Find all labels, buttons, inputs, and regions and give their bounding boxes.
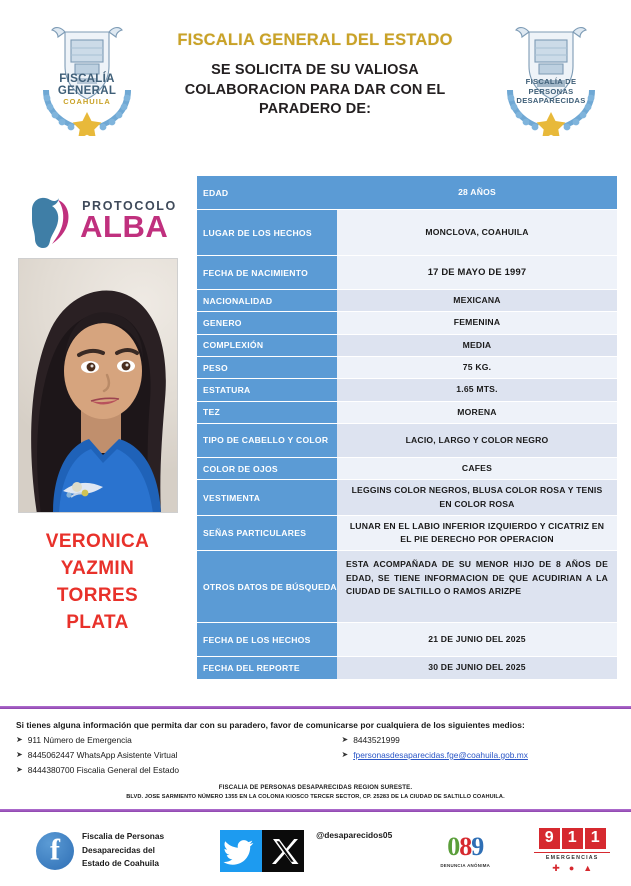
alba-wordmark bbox=[80, 200, 177, 242]
row-label: SEÑAS PARTICULARES bbox=[197, 516, 337, 552]
row-label: LUGAR DE LOS HECHOS bbox=[197, 210, 337, 256]
twitter-icon[interactable] bbox=[220, 830, 262, 872]
contact-section bbox=[0, 714, 631, 779]
row-label: TEZ bbox=[197, 402, 337, 424]
social-media-bar bbox=[0, 815, 631, 886]
row-value: CAFES bbox=[337, 458, 617, 480]
bullet-arrow-icon: ➤ bbox=[341, 749, 349, 759]
table-row bbox=[197, 516, 617, 552]
police-badge-icon: ● bbox=[568, 862, 575, 873]
person-name-line-3: TORRES bbox=[56, 584, 139, 606]
table-row bbox=[197, 290, 617, 312]
contact-column-left bbox=[12, 735, 316, 779]
row-label: VESTIMENTA bbox=[197, 480, 337, 516]
twitter-x-block[interactable] bbox=[220, 830, 392, 872]
table-row bbox=[197, 480, 617, 516]
digit-8: 8 bbox=[459, 831, 472, 861]
row-label: FECHA DE LOS HECHOS bbox=[197, 623, 337, 657]
contact-column-right bbox=[316, 735, 620, 779]
bullet-arrow-icon: ➤ bbox=[16, 735, 23, 744]
digit-9: 9 bbox=[539, 828, 560, 849]
person-details-table bbox=[197, 176, 617, 680]
facebook-line-3: Estado de Coahuila bbox=[82, 858, 159, 869]
crest-star-icon bbox=[73, 112, 102, 136]
office-address-block bbox=[0, 784, 631, 800]
table-row bbox=[197, 176, 617, 210]
row-value: MEXICANA bbox=[337, 290, 617, 312]
row-label: FECHA DE NACIMIENTO bbox=[197, 256, 337, 290]
row-label: COMPLEXIÓN bbox=[197, 335, 337, 357]
crest-left-line1: FISCALÍA bbox=[59, 73, 115, 85]
poster-header bbox=[0, 0, 631, 172]
protocolo-alba-logo bbox=[0, 190, 195, 252]
facebook-page-name bbox=[82, 830, 164, 871]
row-value: LUNAR EN EL LABIO INFERIOR IZQUIERDO Y CICATRIZ EN EL PIE DERECHO POR OPERACION bbox=[337, 516, 617, 552]
agency-title: FISCALIA GENERAL DEL ESTADO bbox=[177, 31, 453, 49]
alba-protocolo-text: PROTOCOLO bbox=[82, 199, 177, 214]
table-row bbox=[197, 379, 617, 401]
table-row bbox=[197, 256, 617, 290]
appeal-headline: SE SOLICITA DE SU VALIOSA COLABORACION PARA DAR CON EL PARADERO DE: bbox=[184, 62, 446, 118]
crest-star-icon bbox=[537, 112, 566, 136]
facebook-line-2: Desaparecidas del bbox=[82, 844, 155, 855]
crest-right-line2: PERSONAS bbox=[528, 86, 574, 96]
contact-text: 8443521999 bbox=[353, 735, 400, 745]
person-name-line-1: VERONICA bbox=[45, 531, 150, 552]
denuncia-089-logo bbox=[436, 831, 494, 868]
row-value: LEGGINS COLOR NEGROS, BLUSA COLOR ROSA Y TENIS EN COLOR ROSA bbox=[337, 480, 617, 516]
row-value: MEDIA bbox=[337, 335, 617, 357]
medical-cross-icon: ✚ bbox=[552, 862, 560, 873]
table-row bbox=[197, 210, 617, 256]
missing-person-photo bbox=[18, 258, 178, 513]
digit-9: 9 bbox=[471, 831, 484, 861]
crest-left-line3: COAHUILA bbox=[63, 97, 111, 106]
row-value: FEMENINA bbox=[337, 312, 617, 334]
row-value: 1.65 MTS. bbox=[337, 379, 617, 401]
089-digits bbox=[436, 831, 494, 861]
table-row bbox=[197, 312, 617, 334]
row-label: GENERO bbox=[197, 312, 337, 334]
row-value: 75 KG. bbox=[337, 357, 617, 379]
table-row bbox=[197, 551, 617, 623]
digit-1a: 1 bbox=[562, 828, 583, 849]
contact-email-item[interactable] bbox=[342, 750, 620, 761]
row-value: ESTA ACOMPAÑADA DE SU MENOR HIJO DE 8 AÑOS DE EDAD, SE TIENE INFORMACION DE QUE ACUDIRIAN A LA CIUDAD DE SALTILLO O RAMOS ARIZPE bbox=[337, 551, 617, 623]
row-label: FECHA DEL REPORTE bbox=[197, 657, 337, 679]
row-label: OTROS DATOS DE BÚSQUEDA bbox=[197, 551, 337, 623]
alba-name-text: ALBA bbox=[80, 208, 169, 244]
contact-item bbox=[342, 735, 620, 746]
crest-right-line1: FISCALÍA DE bbox=[525, 77, 577, 86]
emergencias-label: EMERGENCIAS bbox=[534, 852, 610, 861]
header-titles bbox=[150, 30, 480, 120]
row-label: COLOR DE OJOS bbox=[197, 458, 337, 480]
table-row bbox=[197, 623, 617, 657]
row-label: EDAD bbox=[197, 176, 337, 210]
contact-text: 8445062447 WhatsApp Asistente Virtual bbox=[27, 749, 178, 760]
row-value: MONCLOVA, COAHUILA bbox=[337, 210, 617, 256]
bullet-arrow-icon: ➤ bbox=[16, 749, 23, 759]
row-value: 21 DE JUNIO DEL 2025 bbox=[337, 623, 617, 657]
left-column bbox=[0, 190, 195, 637]
contact-text: 8444380700 Fiscalia General del Estado bbox=[27, 764, 180, 775]
row-value: MORENA bbox=[337, 402, 617, 424]
facebook-block[interactable] bbox=[36, 830, 164, 871]
row-value: 17 DE MAYO DE 1997 bbox=[337, 256, 617, 290]
x-icon[interactable] bbox=[262, 830, 304, 872]
crest-right-line3: DESAPARECIDAS bbox=[516, 96, 586, 106]
row-label: NACIONALIDAD bbox=[197, 290, 337, 312]
table-row bbox=[197, 402, 617, 424]
row-value: 28 AÑOS bbox=[337, 176, 617, 210]
table-row bbox=[197, 335, 617, 357]
fiscalia-personas-desaparecidas-crest bbox=[492, 18, 610, 136]
row-label: ESTATURA bbox=[197, 379, 337, 401]
row-label: PESO bbox=[197, 357, 337, 379]
contact-lead-text: Si tienes alguna información que permita dar con su paradero, favor de comunicarse por cualquiera de los siguientes medios: bbox=[16, 720, 525, 730]
fiscalia-general-crest bbox=[28, 18, 146, 136]
contact-item bbox=[16, 735, 316, 746]
person-name-line-4: PLATA bbox=[66, 611, 129, 633]
table-row bbox=[197, 424, 617, 458]
contact-email-link[interactable]: fpersonasdesaparecidas.fge@coahuila.gob.mx bbox=[353, 749, 528, 760]
alba-face-icon bbox=[24, 194, 76, 248]
facebook-line-1: Fiscalia de Personas bbox=[82, 830, 165, 841]
table-row bbox=[197, 357, 617, 379]
row-value: LACIO, LARGO Y COLOR NEGRO bbox=[337, 424, 617, 458]
facebook-icon[interactable] bbox=[36, 832, 74, 870]
contact-item bbox=[16, 750, 316, 761]
fire-icon: ▲ bbox=[583, 862, 593, 873]
emergency-service-icons bbox=[534, 863, 610, 874]
divider-top bbox=[0, 706, 631, 709]
bullet-arrow-icon: ➤ bbox=[16, 764, 23, 774]
person-name-line-2: YAZMIN bbox=[60, 557, 135, 579]
crest-left-line2: GENERAL bbox=[57, 84, 117, 97]
contact-text: 911 Número de Emergencia bbox=[27, 735, 132, 745]
contact-item bbox=[16, 765, 316, 776]
row-label: TIPO DE CABELLO Y COLOR bbox=[197, 424, 337, 458]
digit-0: 0 bbox=[447, 831, 460, 861]
denuncia-anonima-label: DENUNCIA ANÓNIMA bbox=[440, 862, 491, 868]
bullet-arrow-icon: ➤ bbox=[341, 735, 349, 744]
social-handle: @desaparecidos05 bbox=[316, 829, 393, 840]
emergencia-911-logo bbox=[534, 828, 610, 874]
digit-1b: 1 bbox=[585, 828, 606, 849]
table-row bbox=[197, 657, 617, 679]
person-name bbox=[0, 529, 195, 637]
office-name: FISCALIA DE PERSONAS DESAPARECIDAS REGION SURESTE. bbox=[218, 784, 413, 791]
divider-bottom bbox=[0, 809, 631, 812]
row-value: 30 DE JUNIO DEL 2025 bbox=[337, 657, 617, 679]
911-digits bbox=[534, 828, 610, 849]
table-row bbox=[197, 458, 617, 480]
office-address: BLVD. JOSE SARMIENTO NÚMERO 1355 EN LA COLONIA KIOSCO TERCER SECTOR, CP. 25283 DE LA CIUDAD DE SALTILLO COAHUILA. bbox=[126, 794, 505, 800]
